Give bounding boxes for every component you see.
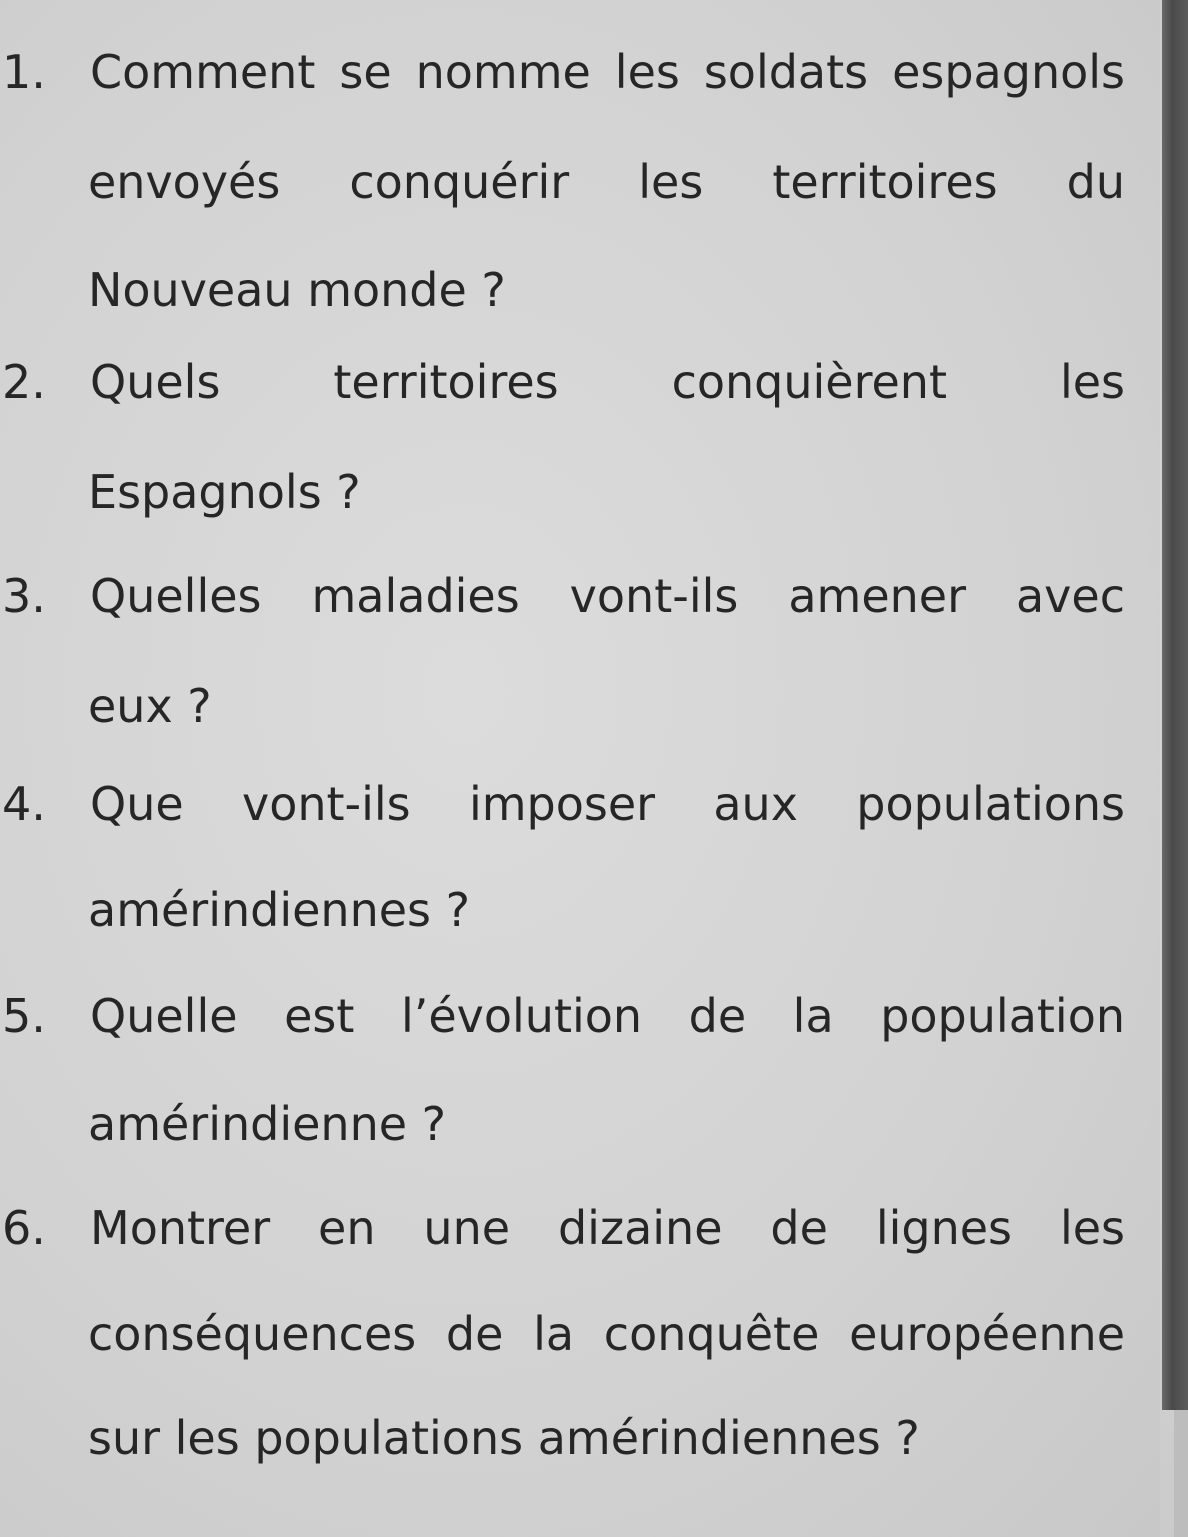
question-text-line: Que vont-ils imposer aux populations bbox=[90, 777, 1125, 831]
question-text-line: Comment se nomme les soldats espagnols bbox=[90, 45, 1125, 99]
question-text-line: amérindienne ? bbox=[88, 1097, 447, 1151]
question-text-line: sur les populations amérindiennes ? bbox=[88, 1411, 920, 1465]
question-text-line: amérindiennes ? bbox=[88, 883, 471, 937]
question-text-line: conséquences de la conquête européenne bbox=[88, 1307, 1125, 1361]
question-number: 4. bbox=[2, 777, 46, 831]
question-number: 6. bbox=[2, 1201, 46, 1255]
question-text-line: eux ? bbox=[88, 679, 212, 733]
page-edge-lower bbox=[1174, 1410, 1188, 1537]
question-number: 3. bbox=[2, 569, 46, 623]
question-text-line: Quelle est l’évolution de la population bbox=[90, 989, 1125, 1043]
question-text-line: Quels territoires conquièrent les bbox=[90, 355, 1125, 409]
question-text-line: Quelles maladies vont-ils amener avec bbox=[90, 569, 1125, 623]
question-text-line: envoyés conquérir les territoires du bbox=[88, 155, 1125, 209]
question-number: 2. bbox=[2, 355, 46, 409]
question-number: 1. bbox=[2, 45, 46, 99]
page-edge-shadow bbox=[1162, 0, 1188, 1410]
question-text-line: Espagnols ? bbox=[88, 465, 361, 519]
question-text-line: Nouveau monde ? bbox=[88, 263, 506, 317]
question-text-line: Montrer en une dizaine de lignes les bbox=[90, 1201, 1125, 1255]
question-number: 5. bbox=[2, 989, 46, 1043]
